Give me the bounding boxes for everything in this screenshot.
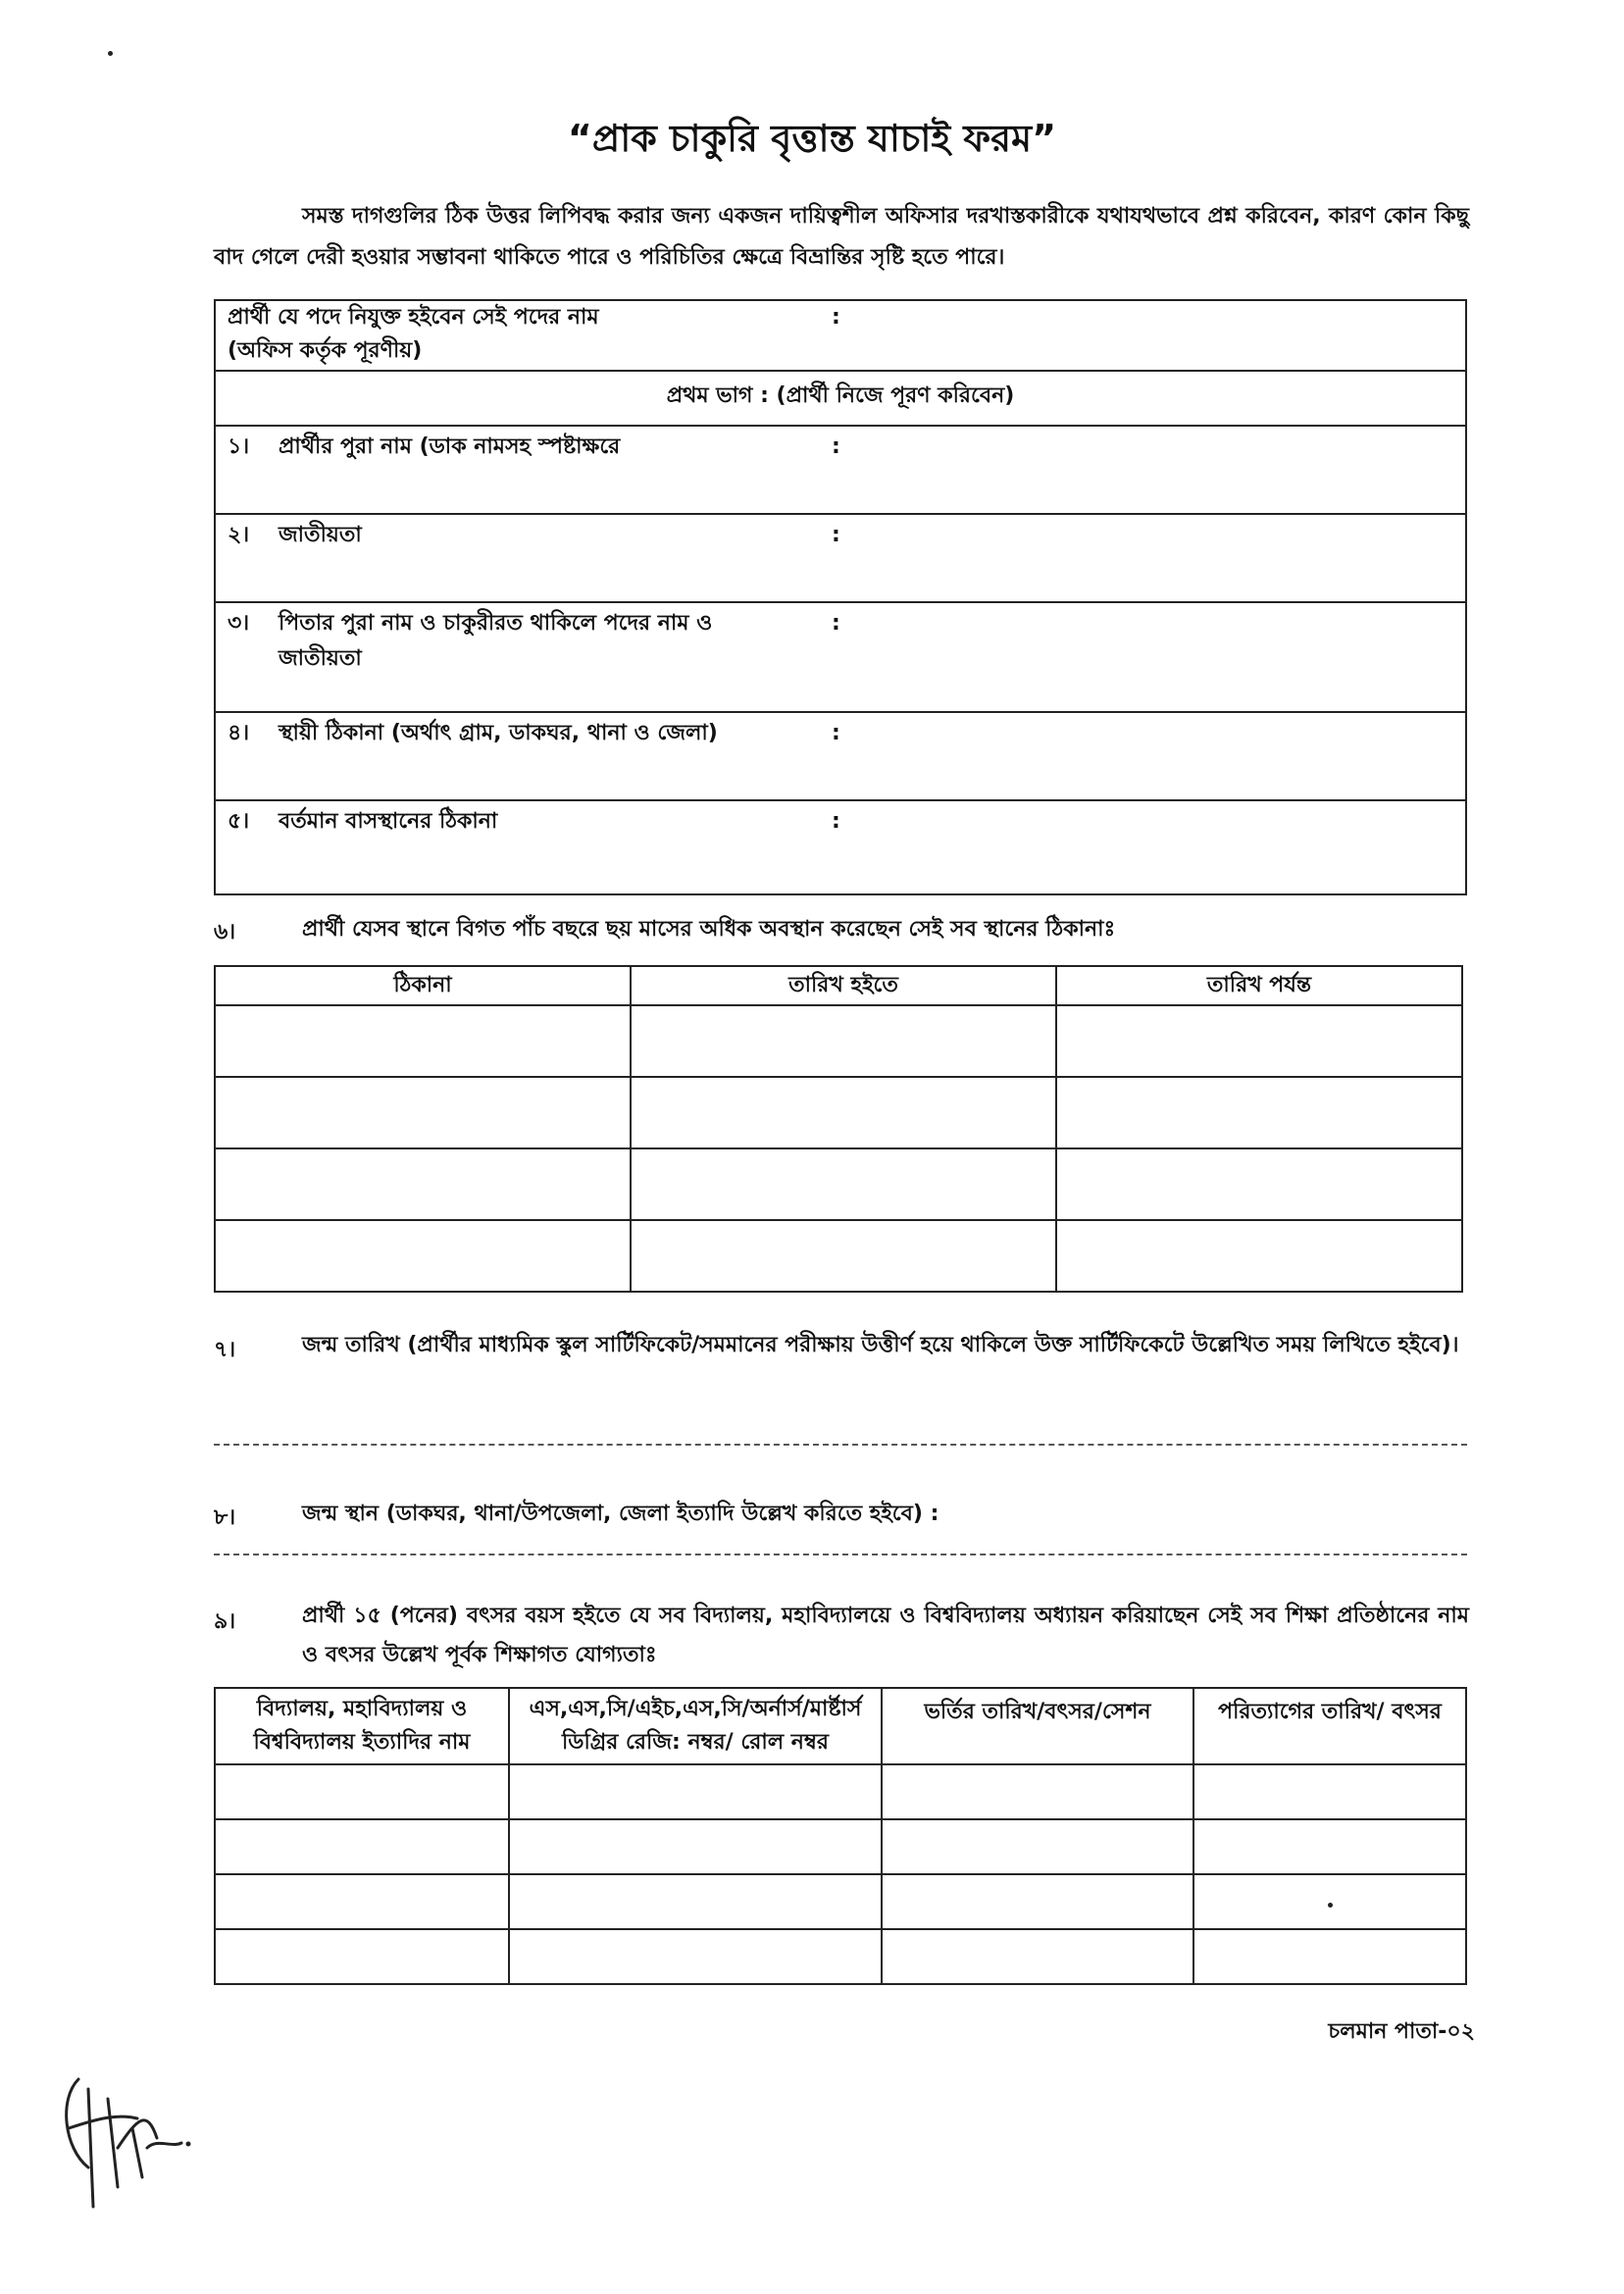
stray-mark xyxy=(108,51,113,56)
residence-table xyxy=(214,965,1463,1293)
table-cell[interactable] xyxy=(1056,1077,1462,1148)
item-number: ৩। xyxy=(228,611,250,636)
table-cell[interactable] xyxy=(882,1929,1193,1984)
item-row-3[interactable] xyxy=(216,603,1465,713)
item-colon: : xyxy=(832,721,840,745)
table-cell[interactable] xyxy=(1193,1819,1466,1874)
table-header-row xyxy=(215,1688,1466,1764)
table-row[interactable] xyxy=(215,1819,1466,1874)
table-row[interactable] xyxy=(215,1220,1462,1292)
table-cell[interactable] xyxy=(882,1874,1193,1929)
table-row[interactable] xyxy=(215,1874,1466,1929)
item-label: জাতীয়তা xyxy=(279,523,362,547)
table-cell[interactable] xyxy=(631,1077,1056,1148)
table-cell[interactable] xyxy=(1056,1220,1462,1292)
stray-mark xyxy=(1328,1903,1333,1908)
table-cell[interactable] xyxy=(215,1005,631,1077)
q8-text: জন্ম স্থান (ডাকঘর, থানা/উপজেলা, জেলা ইত্যাদি উল্লেখ করিতে হইবে) : xyxy=(302,1502,939,1526)
item-number: ৫। xyxy=(228,809,250,834)
table-cell[interactable] xyxy=(1056,1005,1462,1077)
table-cell[interactable] xyxy=(1193,1764,1466,1819)
table-cell[interactable] xyxy=(509,1764,882,1819)
post-name-colon: : xyxy=(832,305,840,330)
table-header-row xyxy=(215,966,1462,1005)
item-row-5[interactable] xyxy=(216,801,1465,892)
item-row-4[interactable] xyxy=(216,713,1465,801)
table-row[interactable] xyxy=(215,1077,1462,1148)
column-header: তারিখ হইতে xyxy=(631,966,1056,1005)
table-cell[interactable] xyxy=(1193,1874,1466,1929)
table-cell[interactable] xyxy=(509,1929,882,1984)
table-cell[interactable] xyxy=(882,1764,1193,1819)
part-one-heading-row xyxy=(216,372,1465,427)
q7-text: জন্ম তারিখ (প্রার্থীর মাধ্যমিক স্কুল সার্টিফিকেট/সমমানের পরীক্ষায় উত্তীর্ণ হয়ে থাকিলে উক্ত সার্টিফিকেটে উল্লেখিত সময় লিখিতে হইবে)। xyxy=(302,1333,1459,1357)
item-label: পিতার পুরা নাম ও চাকুরীরত থাকিলে পদের নাম ও xyxy=(279,611,713,636)
table-cell[interactable] xyxy=(509,1874,882,1929)
item-number: ১। xyxy=(228,434,250,459)
table-row[interactable] xyxy=(215,1764,1466,1819)
item-label-line2: জাতীয়তা xyxy=(279,646,362,671)
item-number: ৪। xyxy=(228,721,250,745)
table-cell[interactable] xyxy=(215,1220,631,1292)
part-one-heading: প্রথম ভাগ : (প্রার্থী নিজে পূরণ করিবেন) xyxy=(666,383,1015,408)
signature-icon xyxy=(49,2060,196,2217)
q8-answer-line[interactable] xyxy=(214,1554,1467,1555)
table-cell[interactable] xyxy=(1056,1148,1462,1220)
post-name-row xyxy=(216,301,1465,372)
column-header: পরিত্যাগের তারিখ/ বৎসর xyxy=(1193,1688,1466,1764)
post-name-label: প্রার্থী যে পদে নিযুক্ত হইবেন সেই পদের নাম xyxy=(228,305,599,330)
column-header: ঠিকানা xyxy=(215,966,631,1005)
column-header: ভর্তির তারিখ/বৎসর/সেশন xyxy=(882,1688,1193,1764)
table-cell[interactable] xyxy=(215,1874,509,1929)
table-cell[interactable] xyxy=(509,1819,882,1874)
table-row[interactable] xyxy=(215,1005,1462,1077)
column-header-line: বিশ্ববিদ্যালয় ইত্যাদির নাম xyxy=(253,1730,471,1755)
table-cell[interactable] xyxy=(215,1929,509,1984)
q6-text: প্রার্থী যেসব স্থানে বিগত পাঁচ বছরে ছয় মাসের অধিক অবস্থান করেছেন সেই সব স্থানের ঠিকানাঃ xyxy=(302,917,1116,942)
table-cell[interactable] xyxy=(1193,1929,1466,1984)
q9-number: ৯। xyxy=(214,1609,236,1634)
q7-answer-line[interactable] xyxy=(214,1444,1467,1446)
column-header xyxy=(509,1688,882,1764)
item-row-1[interactable] xyxy=(216,427,1465,515)
post-name-sublabel: (অফিস কর্তৃক পূরণীয়) xyxy=(228,338,423,363)
q8-number: ৮। xyxy=(214,1505,236,1530)
form-title: “প্রাক চাকুরি বৃত্তান্ত যাচাই ফরম” xyxy=(567,117,1057,160)
table-cell[interactable] xyxy=(631,1148,1056,1220)
column-header-line: বিদ্যালয়, মহাবিদ্যালয় ও xyxy=(256,1697,468,1721)
q6-number: ৬। xyxy=(214,920,236,944)
table-cell[interactable] xyxy=(215,1148,631,1220)
table-cell[interactable] xyxy=(882,1819,1193,1874)
item-colon: : xyxy=(832,523,840,547)
q7-number: ৭। xyxy=(214,1338,236,1362)
column-header xyxy=(215,1688,509,1764)
table-cell[interactable] xyxy=(215,1819,509,1874)
column-header-line: এস,এস,সি/এইচ,এস,সি/অর্নার্স/মার্ষ্টার্স xyxy=(529,1697,862,1721)
table-row[interactable] xyxy=(215,1929,1466,1984)
table-cell[interactable] xyxy=(215,1077,631,1148)
item-label: বর্তমান বাসস্থানের ঠিকানা xyxy=(279,809,498,834)
intro-paragraph: সমস্ত দাগগুলির ঠিক উত্তর লিপিবদ্ধ করার জন্য একজন দায়িত্বশীল অফিসার দরখাস্তকারীকে যথাযথভাবে প্রশ্ন করিবেন, কারণ কোন কিছু বাদ গেলে দেরী হওয়ার সম্ভাবনা থাকিতে পারে ও পরিচিতির ক্ষেত্রে বিভ্রান্তির সৃষ্টি হতে পারে। xyxy=(214,204,1469,270)
item-colon: : xyxy=(832,434,840,459)
table-row[interactable] xyxy=(215,1148,1462,1220)
table-cell[interactable] xyxy=(631,1220,1056,1292)
table-cell[interactable] xyxy=(215,1764,509,1819)
q9-text: প্রার্থী ১৫ (পনের) বৎসর বয়স হইতে যে সব বিদ্যালয়, মহাবিদ্যালয়ে ও বিশ্ববিদ্যালয় অধ্যায়ন করিয়াছেন সেই সব শিক্ষা প্রতিষ্ঠানের নাম ও বৎসর উল্লেখ পূর্বক শিক্ষাগত যোগ্যতাঃ xyxy=(302,1604,1469,1667)
table-cell[interactable] xyxy=(631,1005,1056,1077)
education-table xyxy=(214,1687,1467,1985)
column-header-line: ডিগ্রির রেজি: নম্বর/ রোল নম্বর xyxy=(561,1730,830,1755)
item-label: স্থায়ী ঠিকানা (অর্থাৎ গ্রাম, ডাকঘর, থানা ও জেলা) xyxy=(279,721,718,745)
item-colon: : xyxy=(832,611,840,636)
item-colon: : xyxy=(832,809,840,834)
column-header: তারিখ পর্যন্ত xyxy=(1056,966,1462,1005)
applicant-info-box xyxy=(214,299,1467,895)
item-label: প্রার্থীর পুরা নাম (ডাক নামসহ স্পষ্টাক্ষরে xyxy=(279,434,621,459)
item-row-2[interactable] xyxy=(216,515,1465,603)
item-number: ২। xyxy=(228,523,250,547)
page-continuation-label: চলমান পাতা-০২ xyxy=(1328,2019,1475,2044)
